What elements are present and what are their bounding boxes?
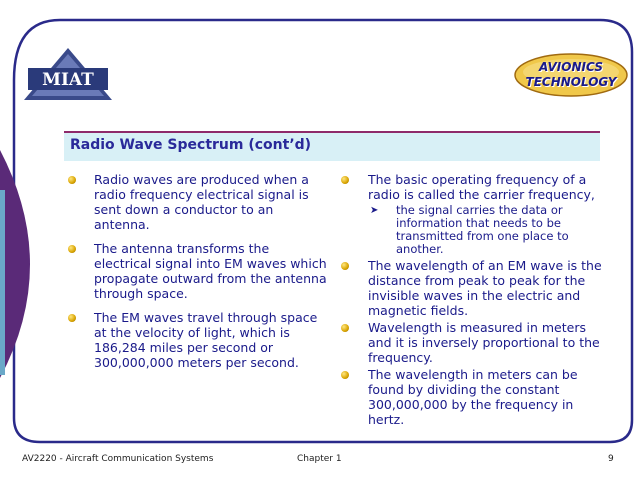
slide-title: Radio Wave Spectrum (cont’d) xyxy=(70,137,312,153)
badge-text xyxy=(513,60,629,90)
badge-line-1: AVIONICS xyxy=(539,60,603,74)
footer-chapter: Chapter 1 xyxy=(297,454,342,464)
list-item xyxy=(338,258,608,318)
bullet-text: The wavelength of an EM wave is the distance from peak to peak for the invisible waves in the electric and magnetic fields. xyxy=(368,258,602,318)
svg-text:MIAT: MIAT xyxy=(42,70,94,90)
bullet-icon xyxy=(341,176,349,184)
list-item xyxy=(338,367,608,427)
bullet-icon xyxy=(341,371,349,379)
bullet-text: The wavelength in meters can be found by dividing the constant 300,000,000 by the frequency in hertz. xyxy=(368,367,578,427)
right-column xyxy=(338,172,608,429)
bullet-text: Radio waves are produced when a radio frequency electrical signal is sent down a conductor to an antenna. xyxy=(94,172,309,232)
badge-line-2: TECHNOLOGY xyxy=(525,75,617,89)
arrow-bullet-icon: ➤ xyxy=(370,205,379,216)
bullet-text: The EM waves travel through space at the velocity of light, which is 186,284 miles per second or 300,000,000 meters per second. xyxy=(94,310,318,370)
bullet-icon xyxy=(341,262,349,270)
list-item xyxy=(66,241,328,301)
title-bar xyxy=(64,131,600,161)
list-item xyxy=(338,320,608,365)
left-column xyxy=(66,172,328,379)
bullet-icon xyxy=(341,324,349,332)
avionics-technology-badge xyxy=(513,52,629,98)
left-accent-strip xyxy=(0,190,5,375)
footer-page-number: 9 xyxy=(608,454,614,464)
sub-bullet-text: the signal carries the data or information that needs to be transmitted from one place to another. xyxy=(396,203,569,256)
list-item xyxy=(66,172,328,232)
footer-course: AV2220 - Aircraft Communication Systems xyxy=(22,454,214,464)
bullet-text: The antenna transforms the electrical signal into EM waves which propagate outward from the antenna through space. xyxy=(94,241,327,301)
sub-list-item xyxy=(368,204,608,256)
bullet-text: The basic operating frequency of a radio is called the carrier frequency, xyxy=(368,172,595,202)
bullet-text: Wavelength is measured in meters and it is inversely proportional to the frequency. xyxy=(368,320,600,365)
bullet-icon xyxy=(68,176,76,184)
bullet-icon xyxy=(68,245,76,253)
miat-logo xyxy=(22,46,114,102)
list-item xyxy=(338,172,608,202)
list-item xyxy=(66,310,328,370)
bullet-icon xyxy=(68,314,76,322)
